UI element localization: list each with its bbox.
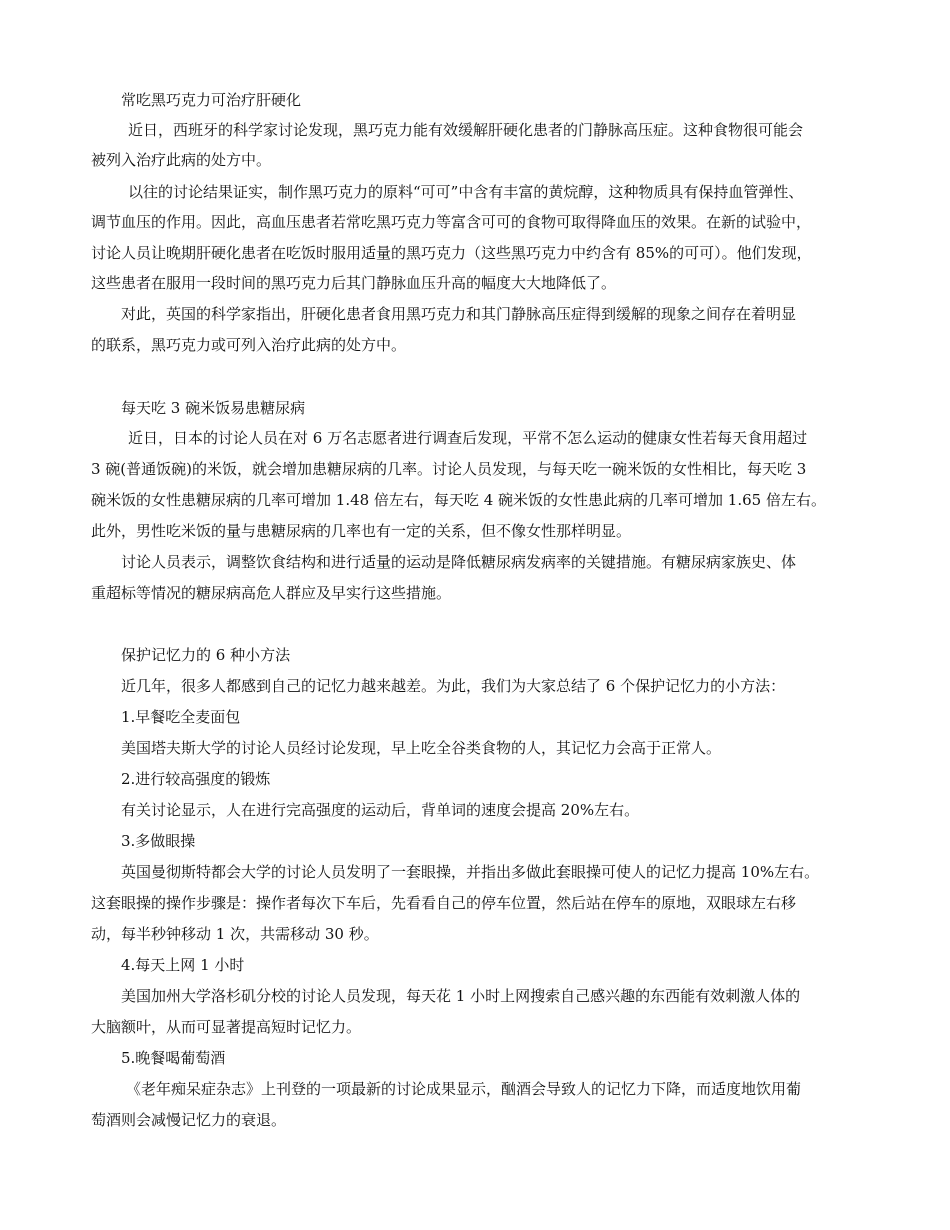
paragraph-line: 重超标等情况的糖尿病高危人群应及早实行这些措施。 (91, 584, 452, 602)
paragraph-line: 调节血压的作用。因此，高血压患者若常吃黑巧克力等富含可可的食物可取得降血压的效果。在新的试验中， (91, 213, 812, 231)
article-title: 每天吃 3 碗米饭易患糖尿病 (121, 399, 306, 417)
article-title: 保护记忆力的 6 种小方法 (121, 646, 291, 664)
paragraph-line: 这些患者在服用一段时间的黑巧克力后其门静脉血压升高的幅度大大地降低了。 (91, 274, 617, 292)
article-title: 常吃黑巧克力可治疗肝硬化 (121, 91, 302, 109)
paragraph-line: 美国塔夫斯大学的讨论人员经讨论发现，早上吃全谷类食物的人，其记忆力会高于正常人。 (121, 739, 722, 757)
paragraph-line: 近日，西班牙的科学家讨论发现，黑巧克力能有效缓解肝硬化患者的门静脉高压症。这种食物很可能会 (128, 121, 804, 139)
item-heading: 3.多做眼操 (121, 832, 196, 850)
paragraph-line: 3 碗(普通饭碗)的米饭，就会增加患糖尿病的几率。讨论人员发现，与每天吃一碗米饭的女性相比，每天吃 3 (91, 460, 807, 478)
paragraph-line: 讨论人员让晚期肝硬化患者在吃饭时服用适量的黑巧克力（这些黑巧克力中约含有 85%的可可）。他们发现， (91, 244, 812, 262)
paragraph-line: 以往的讨论结果证实，制作黑巧克力的原料“可可”中含有丰富的黄烷醇，这种物质具有保持血管弹性、 (128, 183, 804, 201)
paragraph-line: 美国加州大学洛杉矶分校的讨论人员发现，每天花 1 小时上网搜索自己感兴趣的东西能有效刺激人体的 (121, 987, 801, 1005)
paragraph-line: 讨论人员表示，调整饮食结构和进行适量的运动是降低糖尿病发病率的关键措施。有糖尿病家族史、体 (121, 553, 797, 571)
item-heading: 1.早餐吃全麦面包 (121, 708, 241, 726)
paragraph-line: 近日，日本的讨论人员在对 6 万名志愿者进行调查后发现，平常不怎么运动的健康女性若每天食用超过 (128, 429, 808, 447)
paragraph-line: 有关讨论显示，人在进行完高强度的运动后，背单词的速度会提高 20%左右。 (121, 801, 640, 819)
paragraph-line: 的联系，黑巧克力或可列入治疗此病的处方中。 (91, 336, 407, 354)
paragraph-line: 对此，英国的科学家指出，肝硬化患者食用黑巧克力和其门静脉高压症得到缓解的现象之间存在着明显 (121, 305, 797, 323)
paragraph-line: 动，每半秒钟移动 1 次，共需移动 30 秒。 (91, 925, 379, 943)
paragraph-line: 此外，男性吃米饭的量与患糖尿病的几率也有一定的关系，但不像女性那样明显。 (91, 522, 632, 540)
item-heading: 4.每天上网 1 小时 (121, 956, 245, 974)
item-heading: 5.晚餐喝葡萄酒 (121, 1049, 226, 1067)
intro-line: 近几年，很多人都感到自己的记忆力越来越差。为此，我们为大家总结了 6 个保护记忆力的小方法： (121, 677, 786, 695)
paragraph-line: 大脑额叶，从而可显著提高短时记忆力。 (91, 1018, 362, 1036)
item-heading: 2.进行较高强度的锻炼 (121, 770, 271, 788)
paragraph-line: 碗米饭的女性患糖尿病的几率可增加 1.48 倍左右，每天吃 4 碗米饭的女性患此病的几率可增加 1.65 倍左右。 (91, 491, 826, 509)
paragraph-line: 《老年痴呆症杂志》上刊登的一项最新的讨论成果显示，酗酒会导致人的记忆力下降，而适度地饮用葡 (126, 1080, 802, 1098)
paragraph-line: 萄酒则会减慢记忆力的衰退。 (91, 1111, 287, 1129)
paragraph-line: 英国曼彻斯特都会大学的讨论人员发明了一套眼操，并指出多做此套眼操可使人的记忆力提高 10%左右。 (121, 863, 820, 881)
paragraph-line: 这套眼操的操作步骤是：操作者每次下车后，先看看自己的停车位置，然后站在停车的原地，双眼球左右移 (91, 894, 797, 912)
paragraph-line: 被列入治疗此病的处方中。 (91, 151, 272, 169)
